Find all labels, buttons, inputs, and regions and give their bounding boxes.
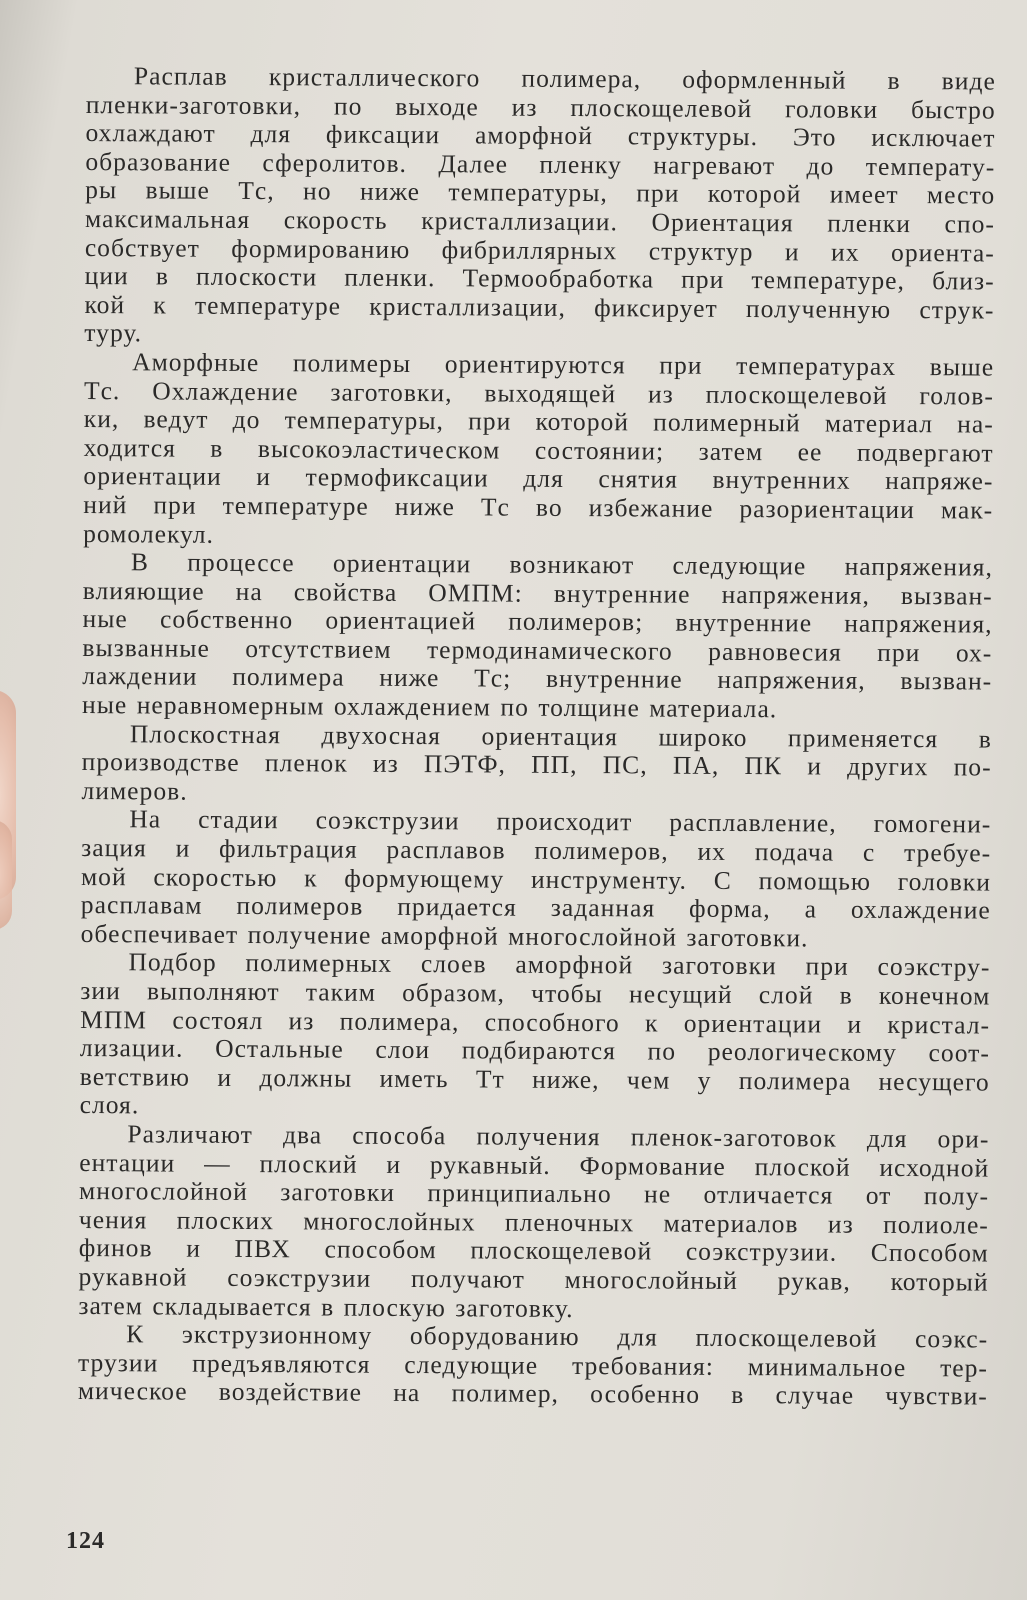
text-line: ции в плоскости пленки. Термообработка при температуре, близ- [84, 261, 995, 296]
text-line: зии выполняют таким образом, чтобы несущий слой в конечном [80, 975, 991, 1011]
text-line: затем складывается в плоскую заготовку. [78, 1290, 574, 1323]
text-line: вызванные отсутствием термодинамического равновесия при ох- [82, 632, 993, 668]
text-line: зация и фильтрация расплавов полимеров, их подача с требуе- [81, 833, 992, 868]
text-line: ные собственно ориентацией полимеров; внутренние напряжения, [82, 604, 993, 639]
text-line: максимальная скорость кристаллизации. Ориентация пленки спо- [84, 203, 996, 239]
text-line: кой к температуре кристаллизации, фиксирует полученную струк- [84, 289, 995, 325]
text-line: ки, ведут до температуры, при которой полимерный материал на- [83, 404, 994, 439]
text-line: лимеров. [81, 775, 188, 806]
text-line: ные неравномерным охлаждением по толщине материала. [81, 690, 778, 724]
text-line: ходится в высокоэластическом состоянии; затем ее подвергают [83, 432, 994, 468]
text-line: чения плоских многослойных пленочных материалов из полиоле- [78, 1204, 990, 1240]
text-line: лизации. Остальные слои подбираются по реологическому соот- [79, 1033, 991, 1068]
text-line: пленки-заготовки, по выходе из плоскощелевой головки быстро [85, 89, 996, 125]
text-line: производстве пленок из ПЭТФ, ПП, ПС, ПА, ПК и других по- [81, 747, 992, 782]
text-line: В процессе ориентации возникают следующие напряжения, [130, 547, 994, 582]
text-line: охлаждают для фиксации аморфной структуры. Это исключает [85, 118, 996, 153]
text-line: ромолекул. [83, 518, 215, 549]
text-line: ентации — плоский и рукавный. Формование плоской исходной [79, 1147, 990, 1183]
text-line: К экструзионному оборудованию для плоскощелевой соэкс- [126, 1319, 989, 1354]
text-line: мой скоростью к формующему инструменту. С помощью головки [80, 861, 992, 897]
text-line: многослойной заготовки принципиально не отличается от полу- [79, 1176, 990, 1211]
text-line: лаждении полимера ниже Tс; внутренние напряжения, вызван- [82, 661, 993, 697]
text-line: Подбор полимерных слоев аморфной заготовки при соэкстру- [128, 947, 991, 982]
text-line: ветствию и должны иметь Tт ниже, чем у полимера несущего [79, 1061, 990, 1097]
text-line: расплавам полимеров придается заданная форма, а охлаждение [80, 890, 991, 925]
text-line: финов и ПВХ способом плоскощелевой соэкструзии. Способом [78, 1233, 989, 1268]
thumb-edge-lower [0, 820, 12, 930]
text-line: обеспечивает получение аморфной многослойной заготовки. [80, 918, 809, 953]
text-line: слоя. [79, 1090, 140, 1120]
text-line: ориентации и термофиксации для снятия внутренних напряже- [83, 461, 994, 496]
text-line: трузии предъявляются следующие требования: минимальное тер- [77, 1347, 989, 1383]
text-line: ний при температуре ниже Tс во избежание разориентации мак- [83, 489, 994, 525]
page-number: 124 [66, 1528, 105, 1554]
text-line: МПМ состоял из полимера, способного к ориентации и кристал- [80, 1004, 991, 1040]
text-line: Плоскостная двухосная ориентация широко применяется в [129, 718, 992, 754]
text-line: мическое воздействие на полимер, особенно в случае чувстви- [77, 1376, 988, 1411]
text-line: собствует формированию фибриллярных структур и их ориента- [84, 232, 995, 268]
text-line: ры выше Tс, но ниже температуры, при которой имеет место [85, 175, 996, 210]
page-body-text [78, 62, 996, 1411]
text-line: Аморфные полимеры ориентируются при температурах выше [132, 347, 995, 382]
text-line: рукавной соэкструзии получают многослойный рукав, который [78, 1261, 989, 1297]
text-line: туру. [84, 318, 143, 348]
text-line: На стадии соэкструзии происходит расплавление, гомогени- [129, 804, 992, 839]
text-line: Расплав кристаллического полимера, оформленный в виде [133, 61, 996, 96]
text-line: Различают два способа получения пленок-заготовок для ори- [127, 1119, 990, 1154]
text-line: Tс. Охлаждение заготовки, выходящей из плоскощелевой голов- [83, 375, 995, 411]
text-line: образование сферолитов. Далее пленку нагревают до температу- [85, 146, 996, 182]
text-line: влияющие на свойства ОМПМ: внутренние напряжения, вызван- [82, 575, 993, 611]
